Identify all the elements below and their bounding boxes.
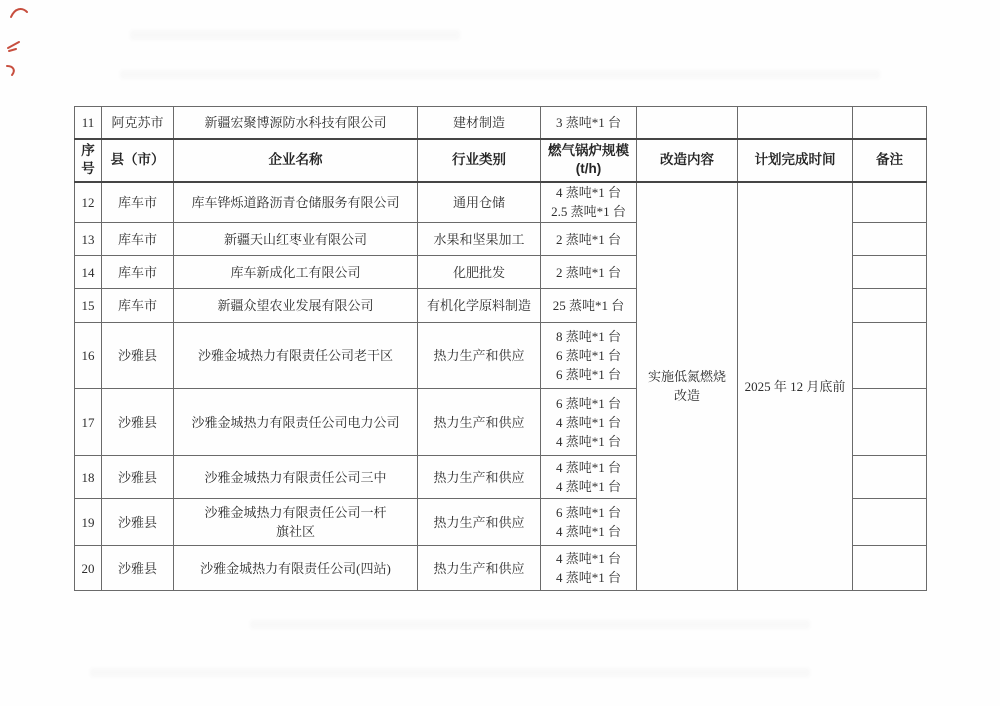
boiler-line: 4 蒸吨*1 台 [555,570,621,585]
county-cell: 沙雅县 [102,546,174,591]
industry-cell: 建材制造 [418,107,541,139]
industry-cell: 有机化学原料制造 [418,289,541,323]
industry-cell: 化肥批发 [418,256,541,289]
boiler-line: 4 蒸吨*1 台 [555,185,621,201]
seq-cell: 17 [75,389,102,456]
company-line: 新疆天山红枣业有限公司 [223,231,367,247]
industry-cell: 热力生产和供应 [418,323,541,389]
company-cell [174,323,418,389]
deadline-merged-cell: 2025 年 12 月底前 [738,182,853,591]
remark-cell [853,256,927,289]
boiler-line: 6 蒸吨*1 台 [555,348,621,363]
seq-cell: 12 [75,182,102,223]
industry-cell: 热力生产和供应 [418,456,541,499]
boiler-line: 6 蒸吨*1 台 [555,505,621,520]
renovation-line: 改造 [673,388,700,404]
seq-cell: 13 [75,223,102,256]
boiler-line: 2.5 蒸吨*1 台 [551,204,626,220]
scan-bleed-artifact [90,668,810,677]
header-seq [75,139,102,182]
company-cell [174,389,418,456]
company-line: 沙雅金城热力有限责任公司电力公司 [191,414,400,430]
company-cell [174,289,418,323]
company-cell [174,223,418,256]
boiler-cell [541,107,637,139]
county-cell: 沙雅县 [102,323,174,389]
header-renovation: 改造内容 [637,139,738,182]
seq-cell: 19 [75,499,102,546]
company-line: 新疆众望农业发展有限公司 [217,298,374,313]
county-cell: 库车市 [102,256,174,289]
company-cell [174,256,418,289]
company-cell [174,456,418,499]
boiler-cell [541,499,637,546]
deadline-cell [738,107,853,139]
boiler-cell [541,223,637,256]
remark-cell [853,389,927,456]
county-cell: 库车市 [102,289,174,323]
remark-cell [853,456,927,499]
boiler-renovation-table [74,106,927,591]
red-pen-mark-icon [8,4,30,22]
county-cell: 库车市 [102,223,174,256]
red-pen-mark-icon [5,38,23,54]
boiler-line: 6 蒸吨*1 台 [555,395,621,411]
scan-bleed-artifact [250,620,810,629]
header-boiler-line: 燃气锅炉规模 [548,143,629,158]
county-cell: 沙雅县 [102,499,174,546]
boiler-line: 4 蒸吨*1 台 [555,524,621,539]
industry-cell: 水果和坚果加工 [418,223,541,256]
company-line: 库车新成化工有限公司 [230,264,361,280]
seq-cell: 15 [75,289,102,323]
remark-cell [853,546,927,591]
boiler-line: 8 蒸吨*1 台 [555,329,621,344]
industry-cell: 热力生产和供应 [418,546,541,591]
seq-cell: 11 [75,107,102,139]
boiler-line: 4 蒸吨*1 台 [555,479,621,494]
company-cell [174,182,418,223]
table-header-row [75,139,927,182]
company-line: 库车铧烁道路沥青仓储服务有限公司 [191,194,400,210]
boiler-cell [541,389,637,456]
company-cell [174,499,418,546]
seq-cell: 16 [75,323,102,389]
boiler-line: 4 蒸吨*1 台 [555,414,621,430]
renovation-line: 实施低氮燃烧 [647,369,726,385]
boiler-cell [541,289,637,323]
boiler-line: 25 蒸吨*1 台 [552,298,625,313]
industry-cell: 热力生产和供应 [418,499,541,546]
boiler-cell [541,546,637,591]
boiler-line: 3 蒸吨*1 台 [555,114,621,130]
red-pen-mark-icon [4,62,20,78]
remark-cell [853,323,927,389]
header-industry: 行业类别 [418,139,541,182]
remark-cell [853,289,927,323]
company-line: 旗社区 [275,524,315,539]
boiler-line: 4 蒸吨*1 台 [555,433,621,449]
renovation-cell [637,107,738,139]
boiler-line: 4 蒸吨*1 台 [555,460,621,475]
remark-cell [853,107,927,139]
seq-cell: 20 [75,546,102,591]
boiler-cell [541,182,637,223]
header-company: 企业名称 [174,139,418,182]
industry-cell: 通用仓储 [418,182,541,223]
header-seq-line: 号 [81,161,95,176]
county-cell: 库车市 [102,182,174,223]
boiler-cell [541,456,637,499]
county-cell: 沙雅县 [102,456,174,499]
industry-cell: 热力生产和供应 [418,389,541,456]
remark-cell [853,223,927,256]
seq-cell: 14 [75,256,102,289]
header-boiler [541,139,637,182]
boiler-cell [541,323,637,389]
boiler-line: 2 蒸吨*1 台 [555,264,621,280]
remark-cell [853,499,927,546]
boiler-line: 4 蒸吨*1 台 [555,551,621,566]
boiler-line: 6 蒸吨*1 台 [555,367,621,382]
table-row [75,182,927,223]
boiler-line: 2 蒸吨*1 台 [555,231,621,247]
county-cell: 沙雅县 [102,389,174,456]
boiler-cell [541,256,637,289]
company-cell [174,546,418,591]
scan-bleed-artifact [130,30,460,40]
scan-bleed-artifact [120,70,880,79]
seq-cell: 18 [75,456,102,499]
company-line: 沙雅金城热力有限责任公司三中 [204,469,387,485]
company-line: 沙雅金城热力有限责任公司(四站) [200,560,391,576]
remark-cell [853,182,927,223]
company-line: 沙雅金城热力有限责任公司老干区 [197,348,393,363]
header-remark: 备注 [853,139,927,182]
header-deadline: 计划完成时间 [738,139,853,182]
company-cell [174,107,418,139]
table-row [75,107,927,139]
header-seq-line: 序 [81,143,95,158]
header-boiler-line: (t/h) [575,161,602,176]
county-cell: 阿克苏市 [102,107,174,139]
header-county: 县（市） [102,139,174,182]
company-line: 新疆宏聚博源防水科技有限公司 [204,114,387,130]
company-line: 沙雅金城热力有限责任公司一杆 [204,505,387,520]
renovation-merged-cell [637,182,738,591]
